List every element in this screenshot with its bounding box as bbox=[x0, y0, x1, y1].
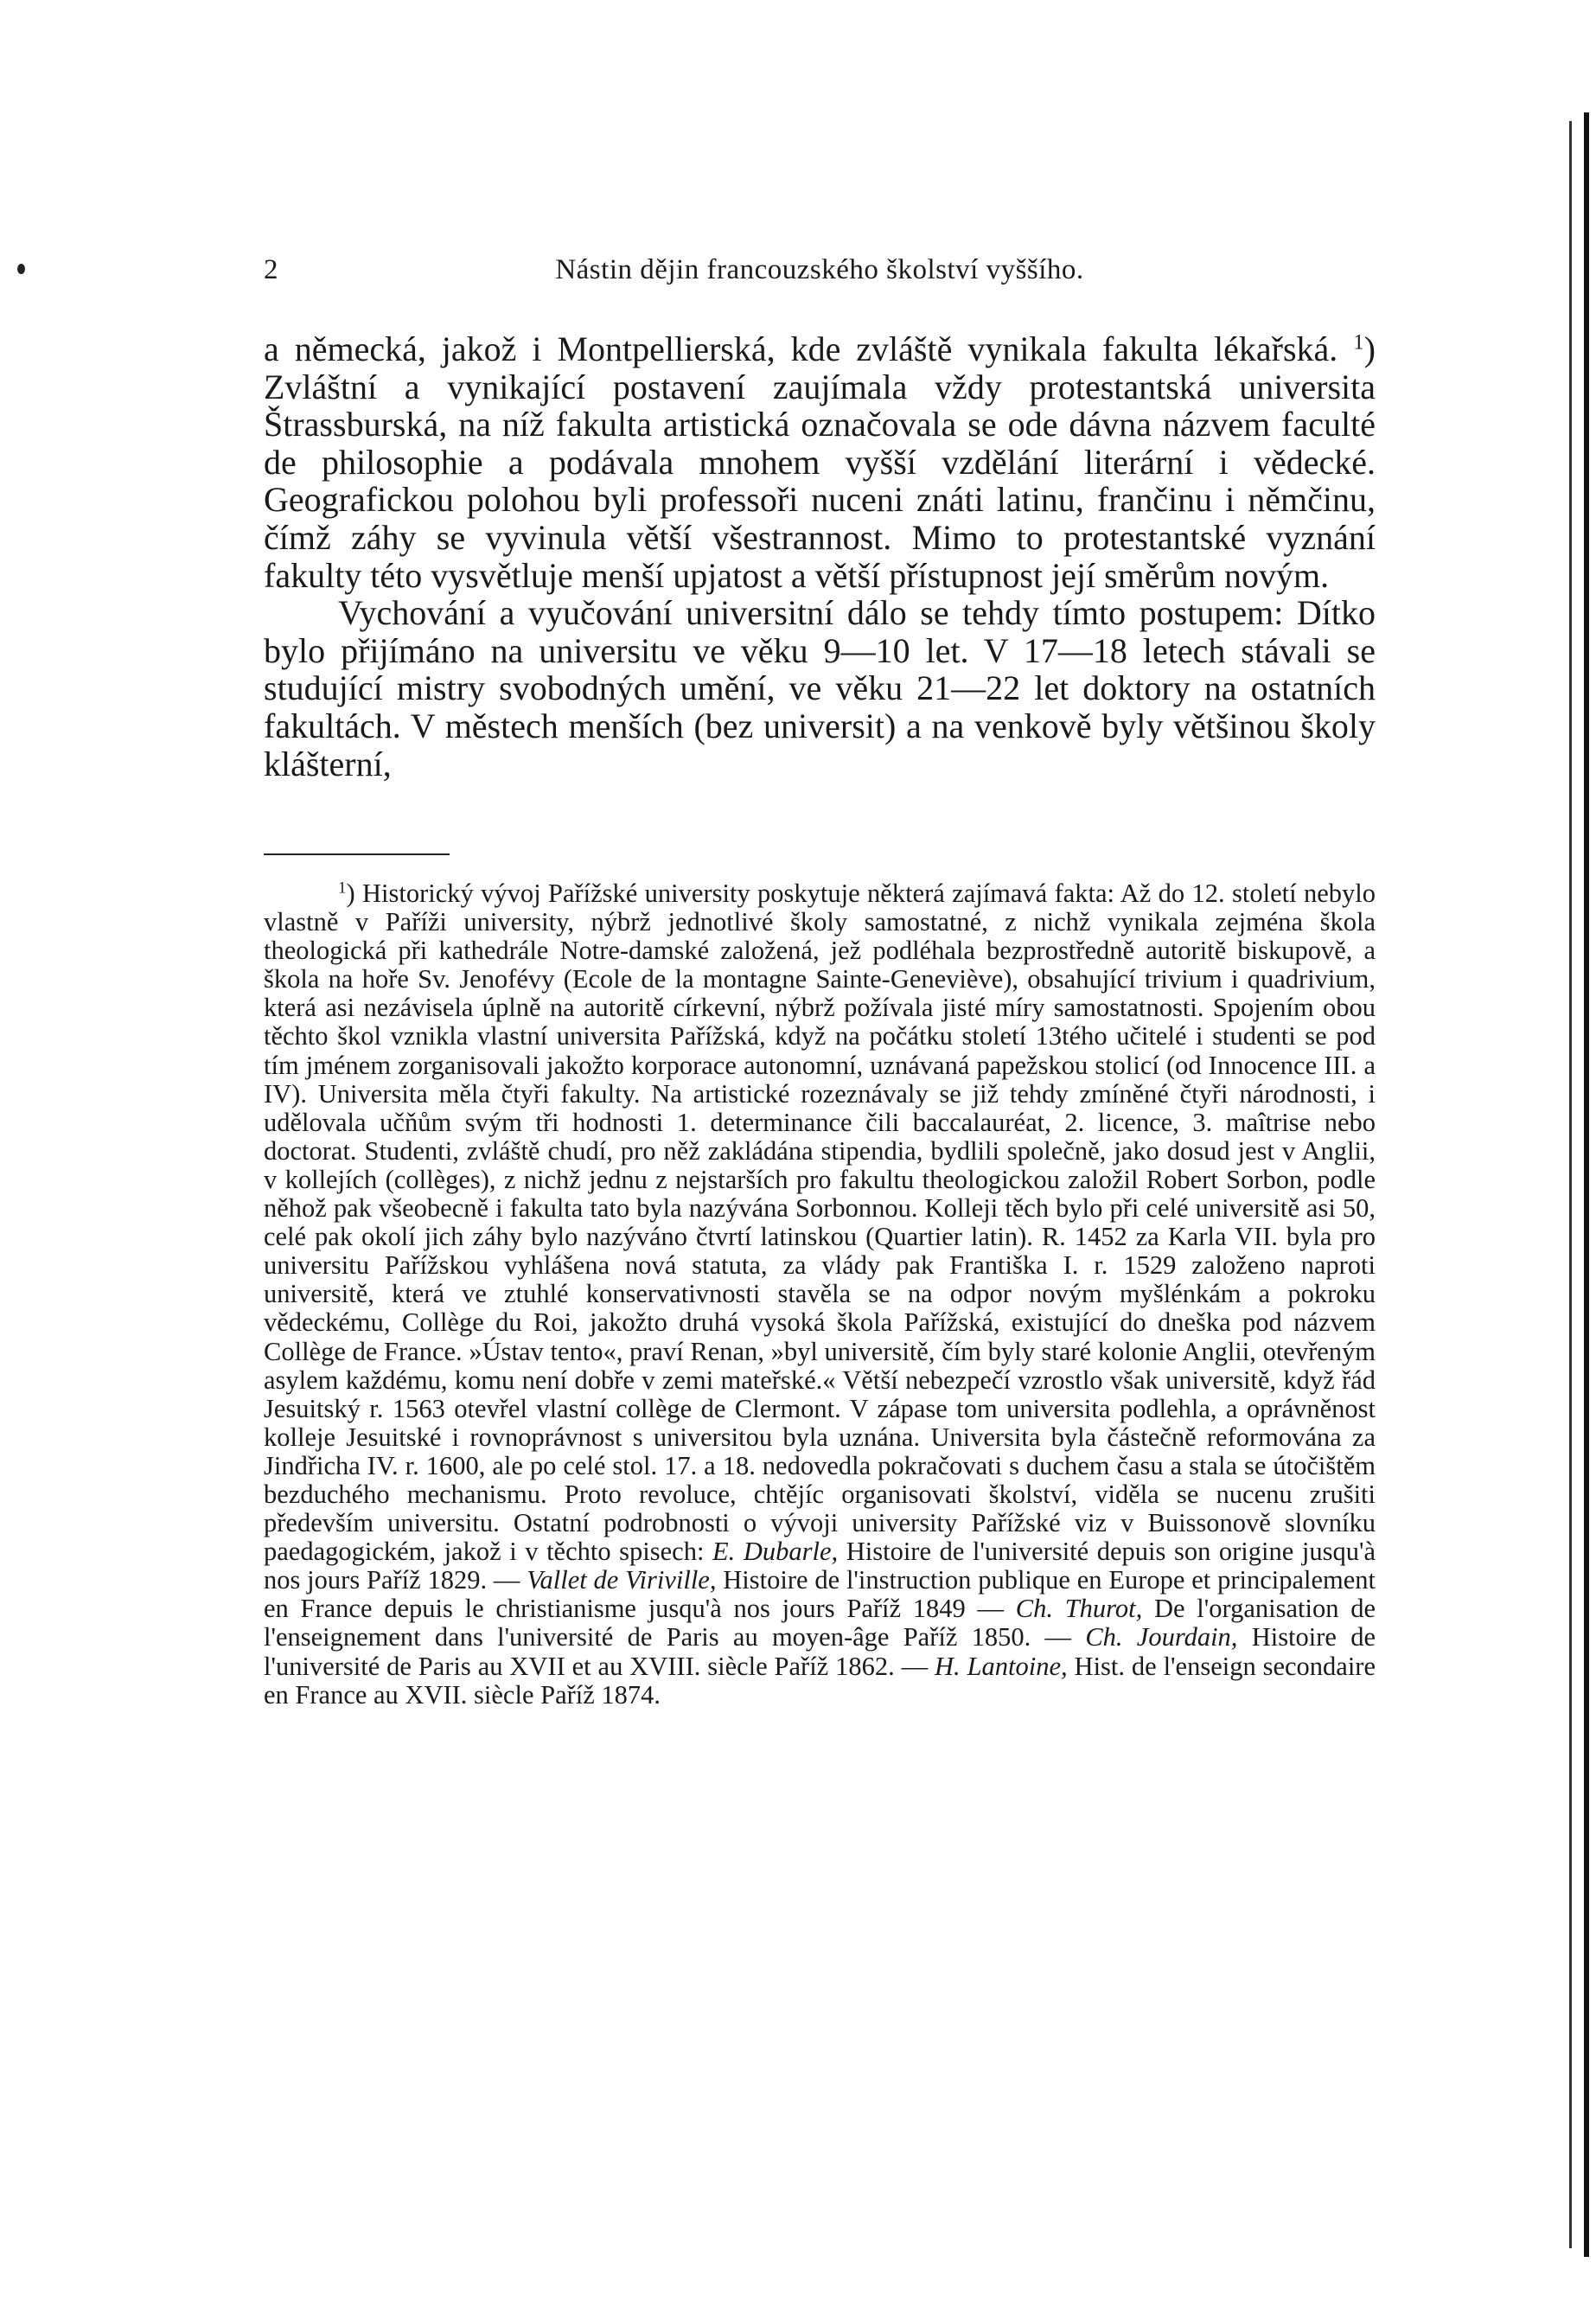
paragraph bbox=[264, 330, 1376, 594]
footnote-marker: 1 bbox=[338, 879, 347, 898]
footnote-reference: 1 bbox=[1353, 330, 1364, 355]
citation-author: Ch. Jourdain, bbox=[1085, 1622, 1238, 1652]
scan-mark bbox=[17, 264, 25, 274]
footnote-text: De l'organisation de l'enseignement dans l'université de Paris au moyen-âge Paříž 1850. — bbox=[264, 1594, 1376, 1652]
citation-author: E. Dubarle, bbox=[712, 1537, 839, 1567]
paragraph: Vychování a vyučování universitní dálo se tehdy tímto postupem: Dítko bylo přijímáno na universitu ve věku 9—10 let. V 17—18 letech stávali se studující mistry svobodných umění, ve věku 21—22 let doktory na ostatních fakultách. V městech menších (bez universit) a na venkově byly většinou školy klášterní, bbox=[264, 593, 1376, 783]
footnote-text: Histoire de l'instruction publique en Europe et principalement en France depuis le christianisme jusqu'à nos jours Paříž 1849 — bbox=[264, 1565, 1376, 1624]
footnote-separator bbox=[264, 853, 450, 855]
footnote-text: Histoire de l'université depuis son origine jusqu'à nos jours Paříž 1829. — bbox=[264, 1537, 1376, 1595]
main-text bbox=[264, 330, 1376, 783]
footnote bbox=[264, 879, 1376, 1710]
footnote-text: ) Historický vývoj Pařížské university poskytuje některá zajímavá fakta: Až do 12. století nebylo vlastně v Paříži university, nýbrž jednotlivé školy samostatné, z nichž vynikala zejména škola theologická při kathedrále Notre-damské založená, jež podléhala bezprostředně autoritě biskupově, a škola na hoře Sv. Jenofévy (Ecole de la montagne Sainte-Geneviève), obsahující trivium i quadrivium, která asi nezávisela úplně na autoritě církevní, nýbrž požívala jisté míry samostatnosti. Spojením obou těchto škol vznikla vlastní universita Pařížská, když na počátku století 13tého učitelé i studenti se pod tím jménem zorganisovali jakožto korporace autonomní, uznávaná papežskou stolicí (od Innocence III. a IV). Universita měla čtyři fakulty. Na artistické rozeznávaly se již tehdy zmíněné čtyři národnosti, i udělovala učňům svým tři hodnosti 1. determinance čili baccalauréat, 2. licence, 3. maîtrise nebo doctorat. Studenti, zvláště chudí, pro něž zakládána stipendia, bydlili společně, jako dosud jest v Anglii, v kollejích (collèges), z nichž jednu z nejstarších pro fakultu theologickou založil Robert Sorbon, podle něhož pak všeobecně i fakulta tato byla nazývána Sorbonnou. Kolleji těch bylo při celé universitě asi 50, celé pak okolí jich záhy bylo nazýváno čtvrtí latinskou (Quartier latin). R. 1452 za Karla VII. byla pro universitu Pařížskou vyhlášena nová statuta, za vlády pak Františka I. r. 1529 založeno naproti universitě, která ve ztuhlé konservativnosti stavěla se na odpor novým myšlénkám a pokroku vědeckému, Collège du Roi, jakožto druhá vysoká škola Pařížská, existující do dneška pod názvem Collège de France. »Ústav tento«, praví Renan, »byl universitě, čím byly staré kolonie Anglii, otevřeným asylem každému, komu není dobře v zemi mateřské.« Větší nebezpečí vzrostlo však universitě, když řád Jesuitský r. 1563 otevřel vlastní collège de Clermont. V zápase tom universita podlehla, a oprávněnost kolleje Jesuitské i rovnoprávnost s universitou byla uznána. Universita byla částečně reformována za Jindřicha IV. r. 1600, ale po celé stol. 17. a 18. nedovedla pokračovati s duchem času a stala se útočištěm bezduchého mechanismu. Proto revoluce, chtějíc organisovati školství, viděla se nucenu zrušiti především universitu. Ostatní podrobnosti o vývoji university Pařížské viz v Buissonově slovníku paedagogickém, jakož i v těchto spisech: bbox=[264, 879, 1376, 1567]
citation-author: Vallet de Viriville, bbox=[527, 1565, 717, 1595]
page-number: 2 bbox=[264, 254, 278, 285]
paragraph-text: a německá, jakož i Montpellierská, kde zvláště vynikala fakulta lékařská. bbox=[264, 329, 1338, 368]
citation-author: Ch. Thurot, bbox=[1015, 1594, 1143, 1624]
footnote-paragraph bbox=[264, 879, 1376, 1710]
page-edge-shadow bbox=[1584, 112, 1589, 2257]
footnote-text: Histoire de l'université de Paris au XVII et au XVIII. siècle Paříž 1862. — bbox=[264, 1622, 1376, 1681]
citation-author: H. Lantoine, bbox=[935, 1651, 1068, 1681]
paragraph-text: ) Zvláštní a vynikající postavení zaujímala vždy protestantská universita Štrassburská, na níž fakulta artistická označovala se ode dávna názvem faculté de philosophie a podávala mnohem vyšší vzdělání literární i vědecké. Geografickou polohou byli professoři nuceni znáti latinu, frančinu i němčinu, čímž záhy se vyvinula větší všestrannost. Mimo to protestantské vyznání fakulty této vysvětluje menší upjatost a větší přístupnost její směrům novým. bbox=[264, 329, 1376, 595]
footnote-text: Hist. de l'enseign secondaire en France au XVII. siècle Paříž 1874. bbox=[264, 1651, 1376, 1710]
running-title: Nástin dějin francouzského školství vyššího. bbox=[555, 254, 1084, 285]
page-edge-line bbox=[1569, 121, 1572, 2248]
page-header bbox=[264, 252, 1376, 287]
